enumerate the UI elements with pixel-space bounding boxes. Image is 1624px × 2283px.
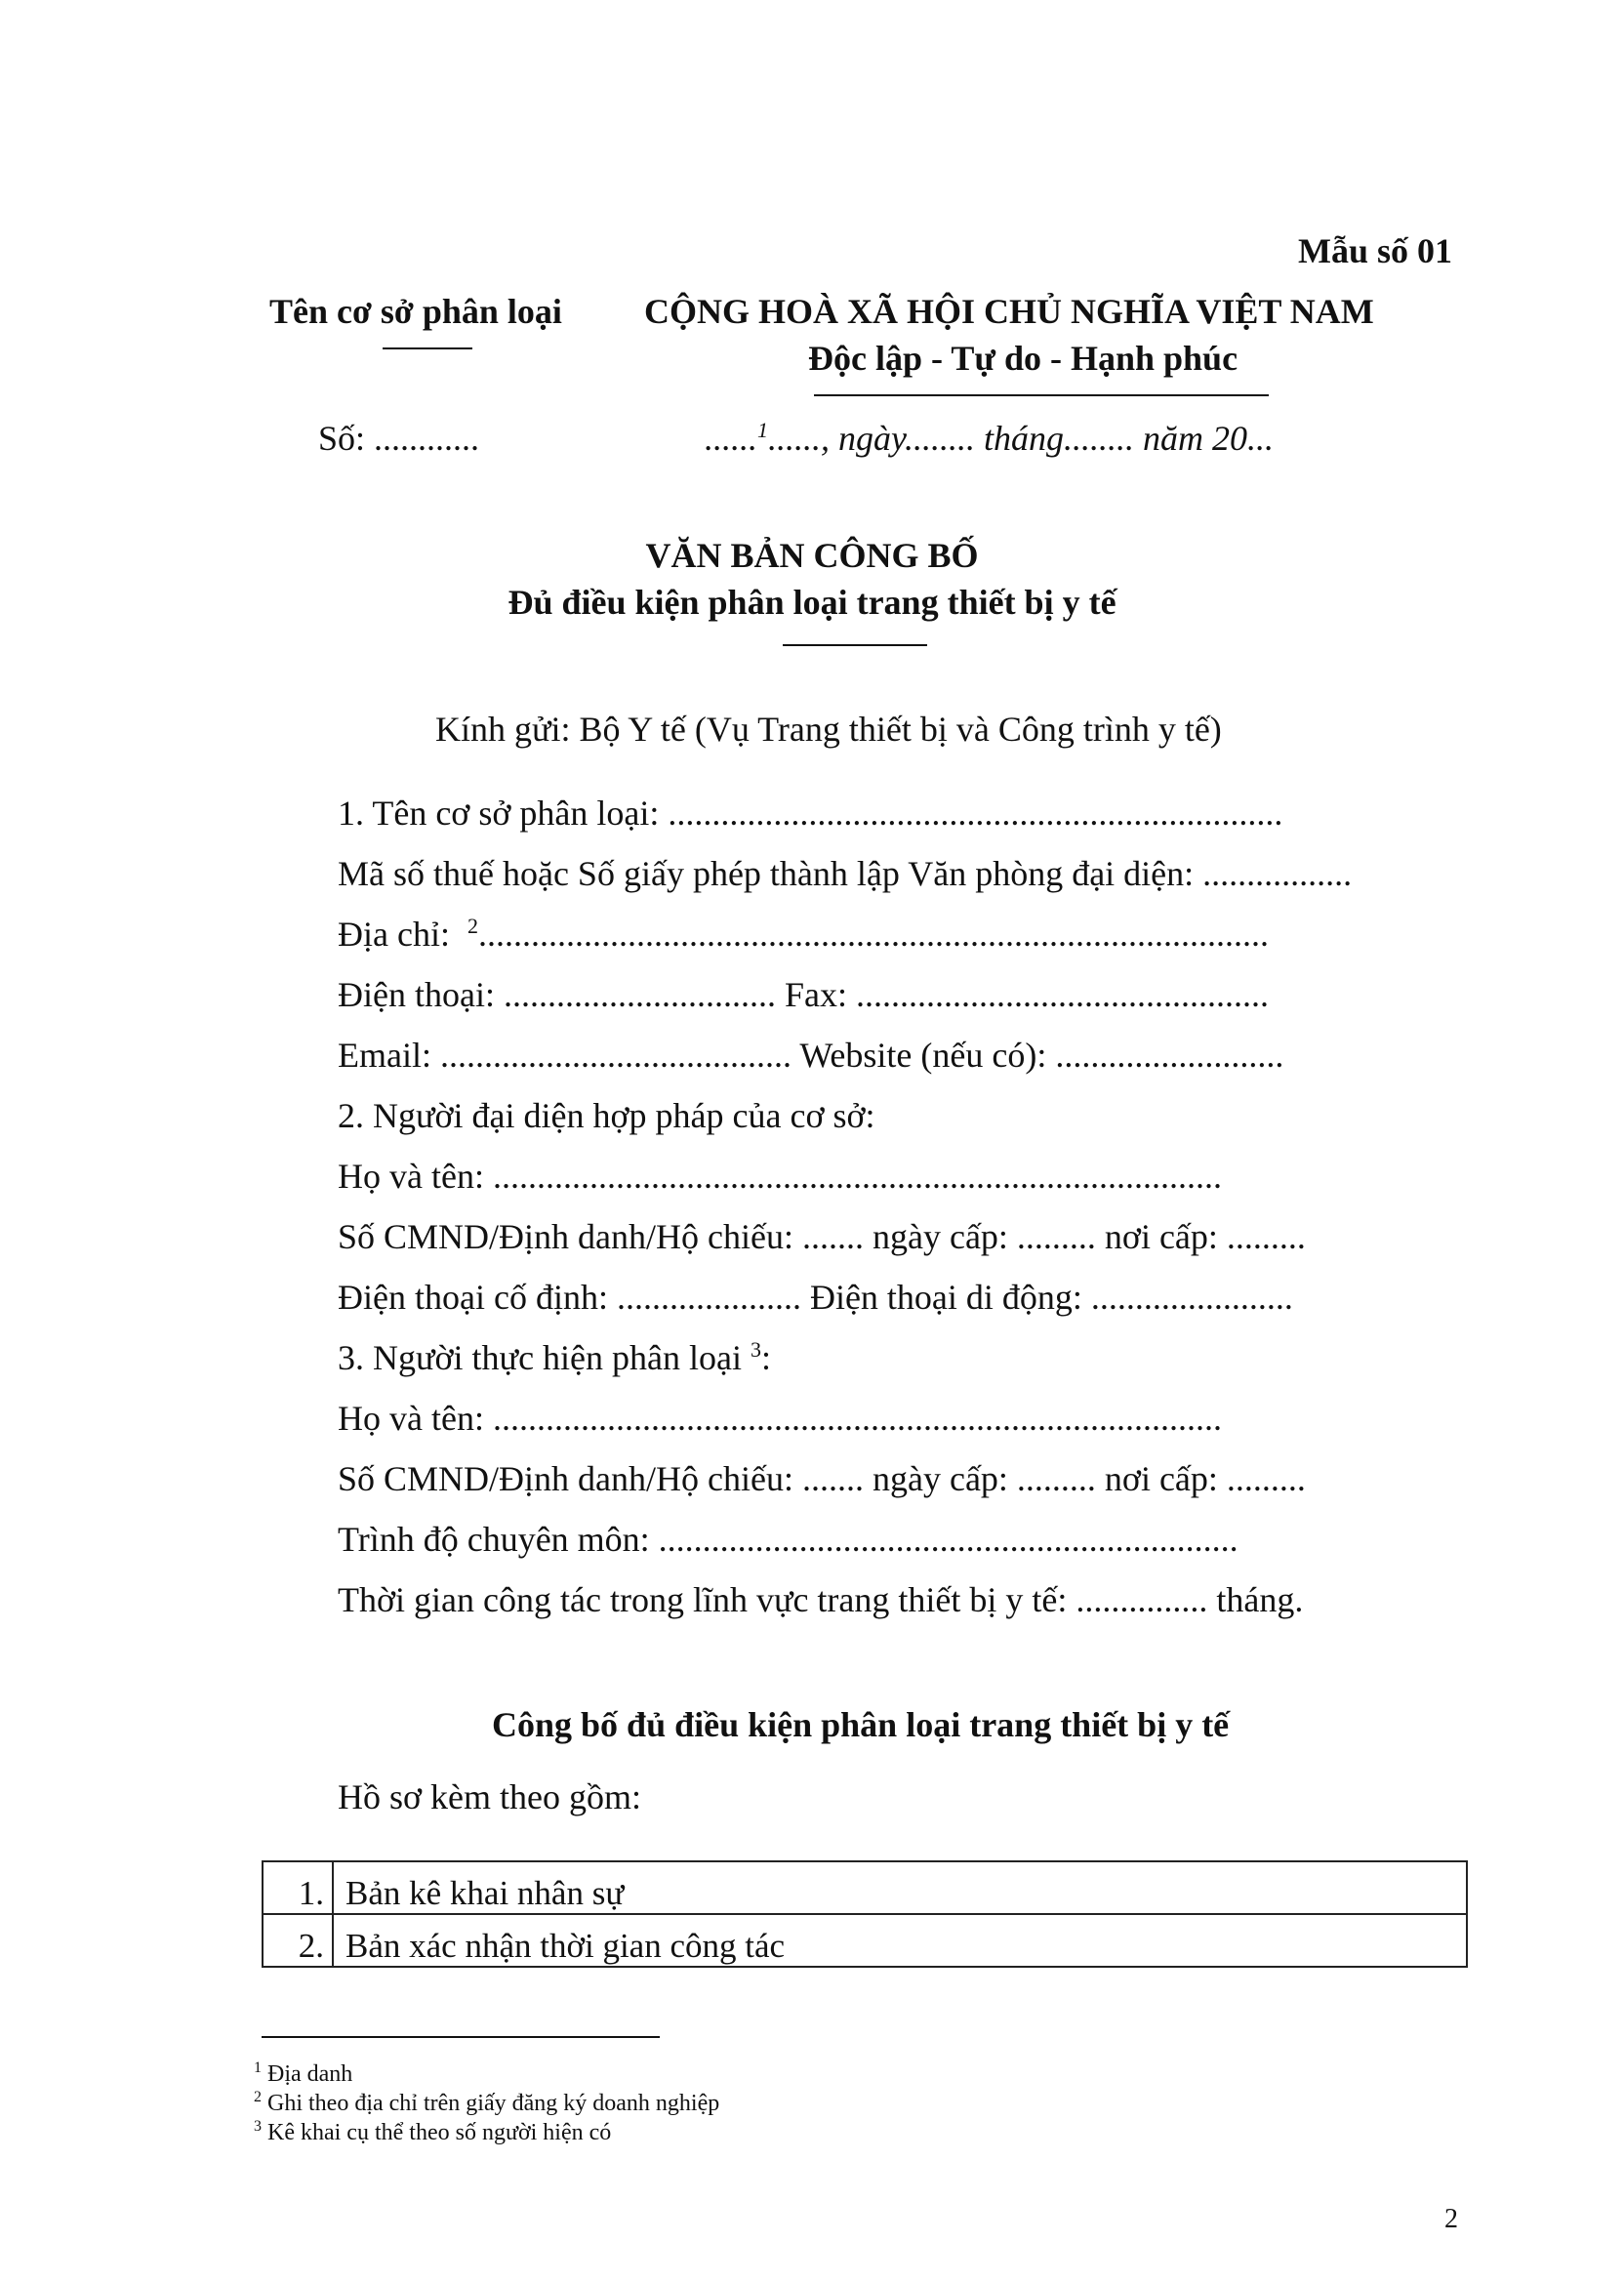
footnote-ref-3: 3 [750,1337,761,1362]
document-title: VĂN BẢN CÔNG BỐ [645,536,979,575]
footnote-separator [262,2036,660,2038]
attachment-number: 1. [263,1861,333,1914]
footnote-text: Địa danh [267,2061,353,2087]
classifier-label: 3. Người thực hiện phân loại [338,1338,742,1377]
footnote-ref-2: 2 [467,914,478,938]
attachments-table [262,1860,1468,1968]
footnote-number: 2 [254,2089,262,2105]
field-rep-name: Họ và tên: ................................................................................... [338,1157,1222,1196]
page-number: 2 [1444,2204,1458,2234]
title-underline [783,644,927,646]
attachment-text: Bản xác nhận thời gian công tác [333,1914,1467,1967]
footnote-number: 3 [254,2118,262,2135]
address-dots: .......................................................................................... [477,915,1269,954]
field-email-website: Email: ........................................ Website (nếu có): .......................... [338,1036,1284,1075]
footnote-2 [254,2089,719,2117]
footnote-text: Kê khai cụ thể theo số người hiện có [267,2120,612,2145]
field-rep-phones: Điện thoại cố định: ..................... Điện thoại di động: ....................... [338,1278,1293,1317]
org-underline [383,347,472,349]
document-subtitle: Đủ điều kiện phân loại trang thiết bị y tế [508,583,1116,622]
section-legal-representative: 2. Người đại diện hợp pháp của cơ sở: [338,1096,875,1135]
field-org-name: 1. Tên cơ sở phân loại: ...................................................................... [338,794,1283,833]
attachment-number: 2. [263,1914,333,1967]
place-date-line [705,418,1274,459]
field-classifier-name: Họ và tên: ................................................................................... [338,1399,1222,1438]
attachments-label: Hồ sơ kèm theo gồm: [338,1777,642,1816]
field-rep-id: Số CMND/Định danh/Hộ chiếu: ....... ngày cấp: ......... nơi cấp: ......... [338,1217,1306,1256]
classifier-colon: : [760,1338,771,1377]
place-dots: ...... [705,419,757,458]
motto-underline [814,394,1269,396]
field-phone-fax: Điện thoại: ............................... Fax: ............................................... [338,975,1269,1014]
document-number: Số: ............ [318,419,480,458]
org-name-label: Tên cơ sở phân loại [269,292,562,331]
field-tax-code: Mã số thuế hoặc Số giấy phép thành lập Văn phòng đại diện: ................. [338,854,1353,893]
address-label: Địa chỉ: [338,915,450,954]
field-qualification: Trình độ chuyên môn: .................................................................. [338,1520,1238,1559]
footnote-ref-1: 1 [757,418,768,442]
motto: Độc lập - Tự do - Hạnh phúc [808,339,1238,378]
country-name: CỘNG HOÀ XÃ HỘI CHỦ NGHĨA VIỆT NAM [644,292,1374,331]
field-classifier-id: Số CMND/Định danh/Hộ chiếu: ....... ngày cấp: ......... nơi cấp: ......... [338,1459,1306,1498]
recipient: Kính gửi: Bộ Y tế (Vụ Trang thiết bị và Công trình y tế) [435,710,1222,749]
field-address [338,914,1269,955]
footnote-text: Ghi theo địa chỉ trên giấy đăng ký doanh nghiệp [267,2091,720,2116]
date-text: ......, ngày........ tháng........ năm 20... [768,419,1274,458]
form-number: Mẫu số 01 [1298,231,1453,270]
table-row [263,1861,1467,1914]
footnote-3 [254,2118,611,2146]
table-row [263,1914,1467,1967]
footnote-number: 1 [254,2059,262,2076]
footnote-1 [254,2059,352,2088]
attachment-text: Bản kê khai nhân sự [333,1861,1467,1914]
declaration-heading: Công bố đủ điều kiện phân loại trang thiết bị y tế [492,1705,1230,1744]
field-work-duration: Thời gian công tác trong lĩnh vực trang thiết bị y tế: ............... tháng. [338,1580,1304,1619]
section-classifier [338,1337,771,1378]
